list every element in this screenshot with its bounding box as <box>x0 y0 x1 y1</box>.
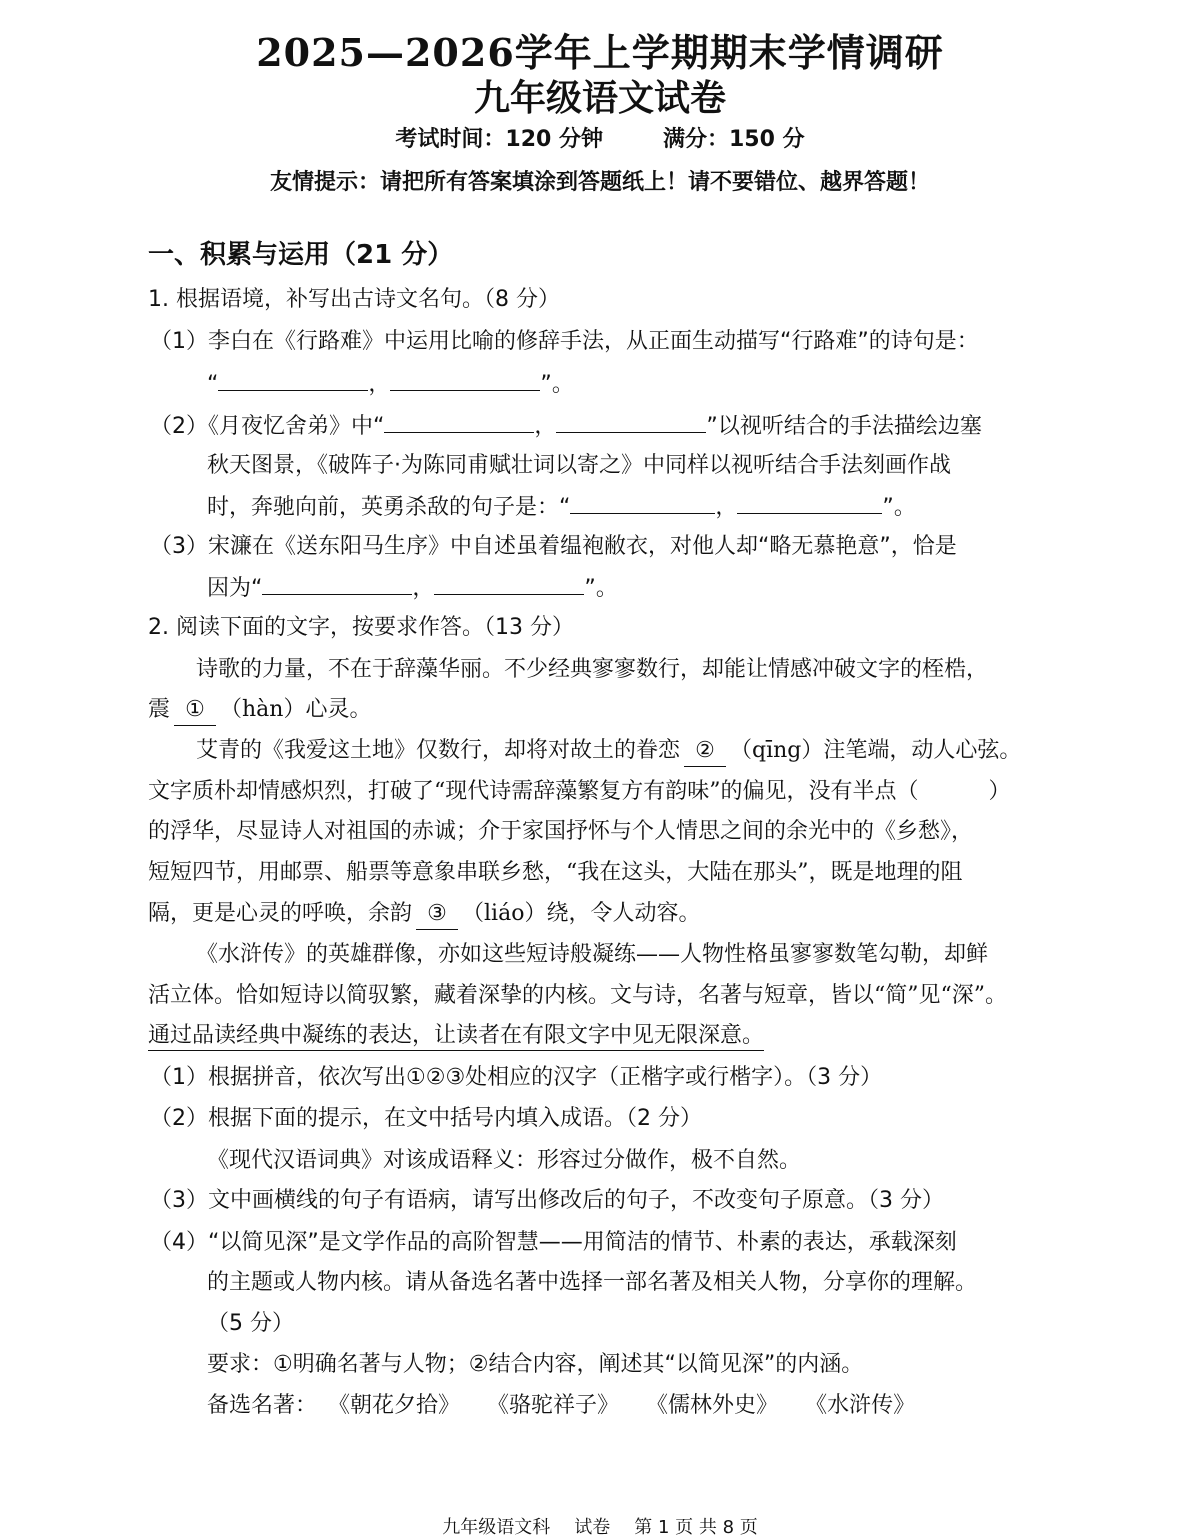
q2-sub2-hint: 《现代汉语词典》对该成语释义：形容过分做作，极不自然。 <box>207 1148 802 1173</box>
q1-p2-line3: 时，奔驰向前，英勇杀敌的句子是：“ ， ”。 <box>207 491 916 523</box>
book-option: 《骆驼祥子》 <box>487 1393 620 1418</box>
q1-p2-blank-c[interactable] <box>570 491 715 514</box>
q2-sub4-line2: 的主题或人物内核。请从备选名著中选择一部名著及相关人物，分享你的理解。 <box>207 1270 978 1295</box>
q1-stem: 1. 根据语境，补写出古诗文名句。（8 分） <box>148 287 560 312</box>
q1-p1-answer-line: “ ， ”。 <box>207 368 574 400</box>
footer-subject: 九年级语文科 <box>442 1517 551 1538</box>
friendly-tip: 友情提示：请把所有答案填涂到答题纸上！请不要错位、越界答题！ <box>269 170 930 195</box>
q1-p2-blank-b[interactable] <box>556 410 706 433</box>
q1-p1-blank-a[interactable] <box>218 368 368 391</box>
q2-sub4-books <box>207 1391 915 1421</box>
q1-p2-blank-d[interactable] <box>737 491 882 514</box>
q2-para3-line2: 活立体。恰如短诗以简驭繁，藏着深挚的内核。文与诗，名著与短章，皆以“简”见“深”。 <box>148 983 1007 1008</box>
q2-para2-line3: 的浮华，尽显诗人对祖国的赤诚；介于家国抒怀与个人情思之间的余光中的《乡愁》， <box>148 819 974 844</box>
book-option: 《儒林外史》 <box>646 1393 779 1418</box>
q2-sub3: （3）文中画横线的句子有语病，请写出修改后的句子，不改变句子原意。（3 分） <box>150 1188 944 1213</box>
q2-sub4-line1: （4）“以简见深”是文学作品的高阶智慧——用简洁的情节、朴素的表达，承载深刻 <box>150 1230 957 1255</box>
full-score: 满分：150 分 <box>663 127 805 152</box>
book-option: 《朝花夕拾》 <box>328 1393 461 1418</box>
q1-p1-blank-b[interactable] <box>390 368 540 391</box>
q2-stem: 2. 阅读下面的文字，按要求作答。（13 分） <box>148 615 574 640</box>
q2-para2-line4: 短短四节，用邮票、船票等意象串联乡愁，“我在这头，大陆在那头”，既是地理的阻 <box>148 860 963 885</box>
char-blank-2[interactable]: ② <box>684 736 726 767</box>
q2-sub2: （2）根据下面的提示，在文中括号内填入成语。（2 分） <box>150 1106 702 1131</box>
q2-para3-line1: 《水浒传》的英雄群像，亦如这些短诗般凝练——人物性格虽寥寥数笔勾勒，却鲜 <box>196 942 989 967</box>
q1-p3-blank-b[interactable] <box>434 572 584 595</box>
q2-para2-line2: 文字质朴却情感炽烈，打破了“现代诗需辞藻繁复方有韵味”的偏见，没有半点（ ） <box>148 779 1011 804</box>
q2-sub4-requirement: 要求：①明确名著与人物；②结合内容，阐述其“以简见深”的内涵。 <box>207 1352 864 1377</box>
q1-p3-blank-a[interactable] <box>262 572 412 595</box>
exam-time: 考试时间：120 分钟 <box>395 127 603 152</box>
books-label: 备选名著： <box>207 1393 318 1418</box>
char-blank-3[interactable]: ③ <box>416 899 458 930</box>
q1-p2-line1: （2）《月夜忆舍弟》中“ ， ”以视听结合的手法描绘边塞 <box>150 410 982 442</box>
section1-heading: 一、积累与运用（21 分） <box>148 240 454 270</box>
exam-info <box>0 122 1200 153</box>
q1-p1-line1: （1）李白在《行路难》中运用比喻的修辞手法，从正面生动描写“行路难”的诗句是： <box>150 329 979 354</box>
book-option: 《水浒传》 <box>805 1393 916 1418</box>
q2-sub4-line3: （5 分） <box>207 1311 294 1336</box>
q1-p2-line2: 秋天图景，《破阵子·为陈同甫赋壮词以寄之》中同样以视听结合手法刻画作战 <box>207 453 951 478</box>
footer-doc: 试卷 <box>574 1517 611 1538</box>
exam-title-line2: 九年级语文试卷 <box>473 77 726 119</box>
q2-sub1: （1）根据拼音，依次写出①②③处相应的汉字（正楷字或行楷字）。（3 分） <box>150 1065 883 1090</box>
q2-para2-line5: 隔，更是心灵的呼唤，余韵 ③ （liáo）绕，令人动容。 <box>148 899 700 930</box>
page-footer <box>0 1513 1200 1539</box>
q2-para1-line1: 诗歌的力量，不在于辞藻华丽。不少经典寥寥数行，却能让情感冲破文字的桎梏， <box>196 657 989 682</box>
char-blank-1[interactable]: ① <box>174 695 216 726</box>
q1-p3-line2: 因为“ ， ”。 <box>207 572 618 604</box>
q1-p2-blank-a[interactable] <box>384 410 534 433</box>
q2-para2-line1: 艾青的《我爱这土地》仅数行，却将对故土的眷恋 ② （qīng）注笔端，动人心弦。 <box>196 736 1021 767</box>
q2-para3-line3 <box>148 1021 764 1051</box>
q2-para1-line2: 震 ① （hàn）心灵。 <box>148 695 371 726</box>
q1-p3-line1: （3）宋濂在《送东阳马生序》中自述虽着缊袍敝衣，对他人却“略无慕艳意”，恰是 <box>150 534 957 559</box>
exam-title-line1: 2025—2026学年上学期期末学情调研 <box>256 30 944 75</box>
footer-page: 第 1 页 共 8 页 <box>634 1517 758 1538</box>
underlined-sentence: 通过品读经典中凝练的表达，让读者在有限文字中见无限深意。 <box>148 1023 764 1051</box>
